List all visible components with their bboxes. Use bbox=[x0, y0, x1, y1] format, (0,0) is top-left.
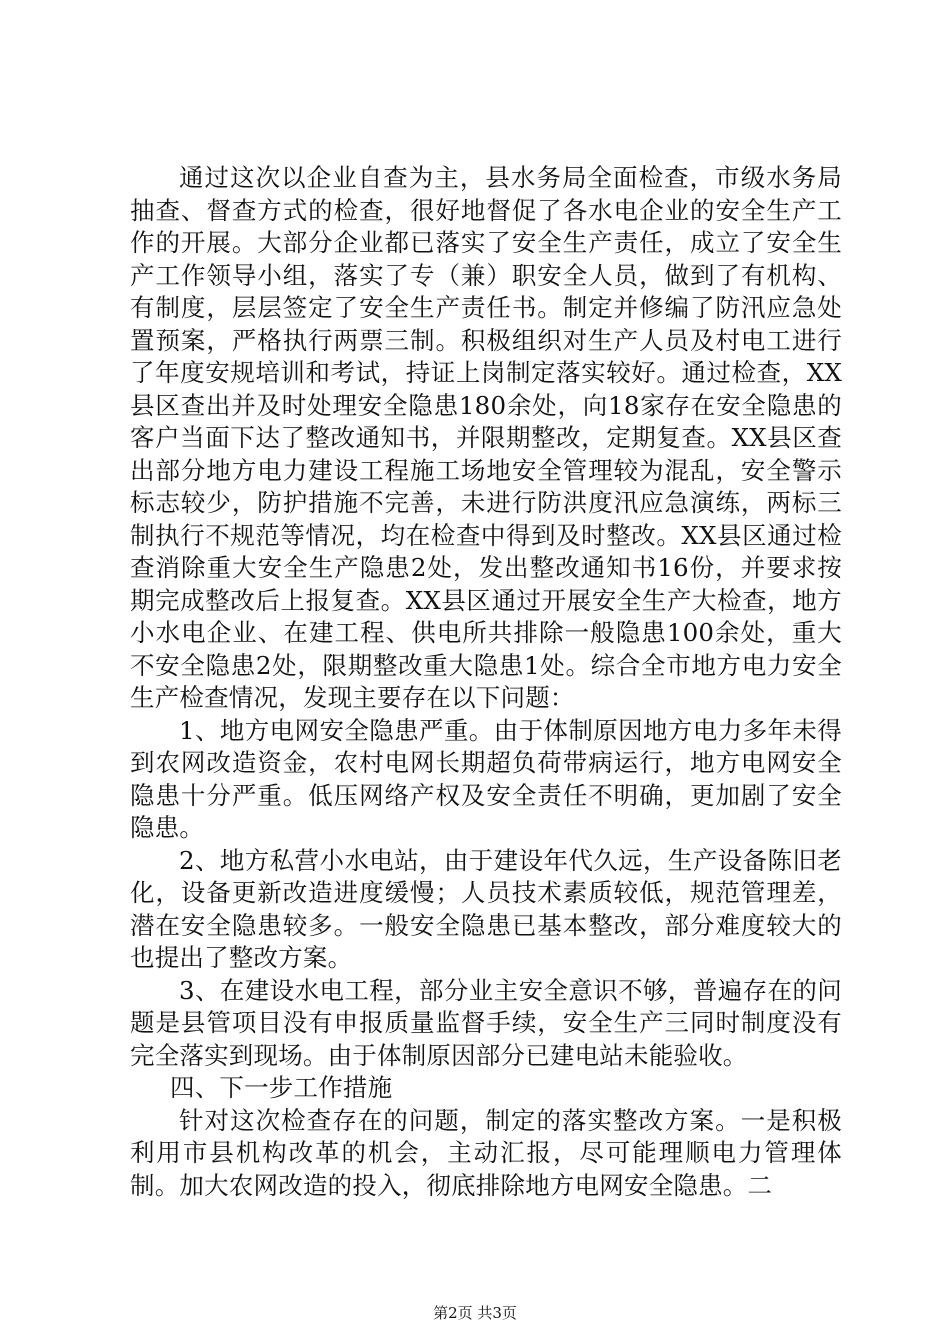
document-body bbox=[130, 162, 842, 1202]
page-number-footer: 第2页 共3页 bbox=[433, 1304, 517, 1322]
paragraph-next-steps: 针对这次检查存在的问题，制定的落实整改方案。一是积极利用市县机构改革的机会，主动汇报，尽可能理顺电力管理体制。加大农网改造的投入，彻底排除地方电网安全隐患。二 bbox=[130, 1105, 842, 1200]
paragraph-issue-2: 2、地方私营小水电站，由于建设年代久远，生产设备陈旧老化，设备更新改造进度缓慢；人员技术素质较低，规范管理差，潜在安全隐患较多。一般安全隐患已基本整改，部分难度较大的也提出了整改方案。 bbox=[130, 845, 842, 972]
section-heading-next-steps: 四、下一步工作措施 bbox=[170, 1073, 393, 1102]
paragraph-inspection-summary: 通过这次以企业自查为主，县水务局全面检查，市级水务局抽查、督查方式的检查，很好地督促了各水电企业的安全生产工作的开展。大部分企业都已落实了安全生产责任，成立了安全生产工作领导小组，落实了专（兼）职安全人员，做到了有机构、有制度，层层签定了安全生产责任书。制定并修编了防汛应急处置预案，严格执行两票三制。积极组织对生产人员及村电工进行了年度安规培训和考试，持证上岗制定落实较好。通过检查，XX县区查出并及时处理安全隐患180余处，向18家存在安全隐患的客户当面下达了整改通知书，并限期整改，定期复查。XX县区查出部分地方电力建设工程施工场地安全管理较为混乱，安全警示标志较少，防护措施不完善，未进行防洪度汛应急演练，两标三制执行不规范等情况，均在检查中得到及时整改。XX县区通过检查消除重大安全生产隐患2处，发出整改通知书16份，并要求按期完成整改后上报复查。XX县区通过开展安全生产大检查，地方小水电企业、在建工程、供电所共排除一般隐患100余处，重大不安全隐患2处，限期整改重大隐患1处。综合全市地方电力安全生产检查情况，发现主要存在以下问题： bbox=[130, 163, 842, 712]
paragraph-issue-3: 3、在建设水电工程，部分业主安全意识不够，普遍存在的问题是县管项目没有申报质量监督手续，安全生产三同时制度没有完全落实到现场。由于体制原因部分已建电站未能验收。 bbox=[130, 975, 842, 1070]
paragraph-issue-1: 1、地方电网安全隐患严重。由于体制原因地方电力多年未得到农网改造资金，农村电网长期超负荷带病运行，地方电网安全隐患十分严重。低压网络产权及安全责任不明确，更加剧了安全隐患。 bbox=[130, 715, 842, 842]
